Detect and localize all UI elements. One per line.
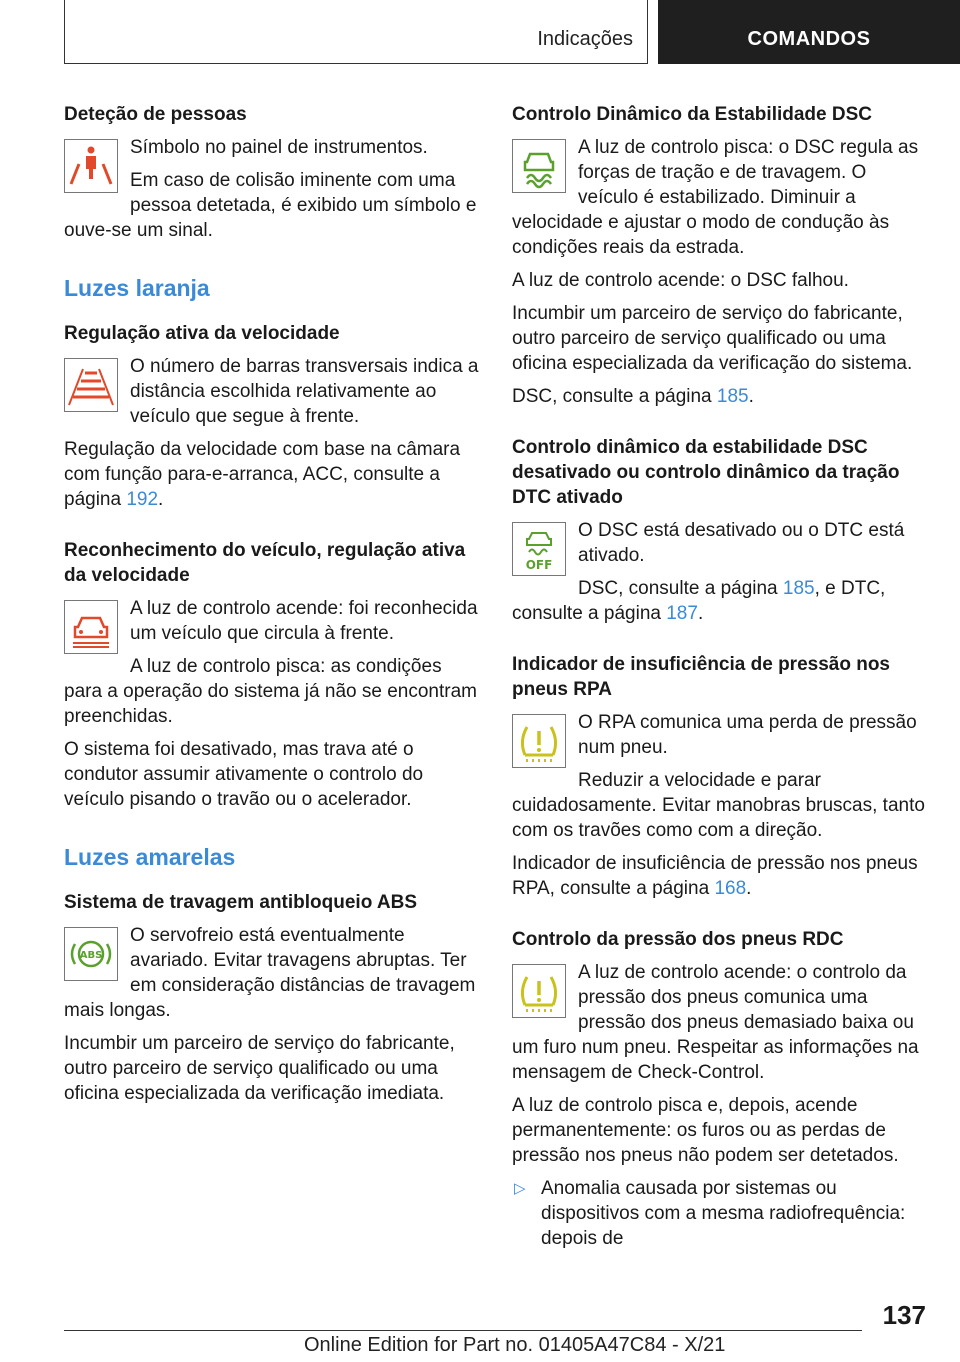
- dsc-stability-icon: [512, 139, 566, 193]
- triangle-bullet-icon: ▷: [514, 1180, 526, 1197]
- distance-bars-icon: [64, 358, 118, 412]
- rec-p2: A luz de controlo pisca: as condições para a operação do sistema já não se encontram preenchidas.: [64, 656, 477, 727]
- rpa-p1: O RPA comunica uma perda de pressão num pneu.: [578, 712, 917, 758]
- page-ref-link[interactable]: 168: [714, 878, 747, 899]
- pessoas-p2: Em caso de colisão iminente com uma pessoa detetada, é exibido um símbolo e ouve-se um sinal.: [64, 170, 477, 241]
- dsc-p2: A luz de controlo acende: o DSC falhou.: [512, 270, 849, 291]
- dtc-p1: O DSC está desativado ou o DTC está ativado.: [578, 520, 905, 566]
- pessoas-p1: Símbolo no painel de instrumentos.: [130, 137, 428, 158]
- rec-p3: O sistema foi desativado, mas trava até o condutor assumir ativamente o controlo do veículo pisando o travão ou o acelerador.: [64, 739, 424, 810]
- rdc-title: Controlo da pressão dos pneus RDC: [512, 929, 844, 950]
- rpa-title: Indicador de insuficiência de pressão nos pneus RPA: [512, 654, 890, 700]
- abs-title: Sistema de travagem antibloqueio ABS: [64, 892, 417, 913]
- tire-pressure-icon: [512, 714, 566, 768]
- svg-text:ABS: ABS: [79, 950, 103, 961]
- header-section-tab: [64, 0, 648, 64]
- rec-p1: A luz de controlo acende: foi reconhecida um veículo que circula à frente.: [130, 598, 478, 644]
- rec-title: Reconhecimento do veículo, regulação ativa da velocidade: [64, 540, 466, 586]
- dtc-title: Controlo dinâmico da estabilidade DSC desativado ou controlo dinâmico da tração DTC ativado: [512, 437, 900, 508]
- abs-p2: Incumbir um parceiro de serviço do fabricante, outro parceiro de serviço qualificado ou uma oficina especializada da verificação imediata.: [64, 1033, 455, 1104]
- rdc-p1: A luz de controlo acende: o controlo da pressão dos pneus comunica uma pressão dos pneus demasiado baixa ou um furo num pneu. Respeitar as informações na mensagem de Check-Control.: [512, 962, 919, 1083]
- page-ref-link[interactable]: 185: [782, 578, 815, 599]
- dsc-off-icon: [512, 522, 566, 576]
- footer-edition: Online Edition for Part no. 01405A47C84 - X/21manualsonline.info: [304, 1334, 893, 1356]
- abs-warning-icon: [64, 927, 118, 981]
- dsc-p1: A luz de controlo pisca: o DSC regula as forças de tração e de travagem. O veículo é estabilizado. Diminuir a velocidade e ajustar o modo de condução às condições reais da estrada.: [512, 137, 919, 258]
- list-item: [512, 1176, 926, 1251]
- page-ref-link[interactable]: 187: [666, 603, 698, 624]
- rdc-p2: A luz de controlo pisca e, depois, acende permanentemente: os furos ou as perdas de pressão nos pneus não podem ser detetados.: [512, 1095, 899, 1166]
- tire-pressure-icon: [512, 964, 566, 1018]
- laranja-heading: Luzes laranja: [64, 275, 210, 301]
- chapter-title: COMANDOS: [747, 28, 871, 50]
- rpa-p2: Reduzir a velocidade e parar cuidadosamente. Evitar manobras bruscas, tanto com os travões como com a direção.: [512, 770, 925, 841]
- dtc-p2: DSC, consulte a página 185, e DTC, consulte a página 187.: [512, 578, 886, 624]
- amarelas-heading: Luzes amarelas: [64, 844, 236, 870]
- rdc-bullet-text: Anomalia causada por sistemas ou dispositivos com a mesma radiofrequência: depois de: [541, 1178, 906, 1249]
- left-column: [64, 102, 482, 1114]
- dsc-p3: Incumbir um parceiro de serviço do fabricante, outro parceiro de serviço qualificado ou uma oficina especializada da verificação do sistema.: [512, 303, 913, 374]
- page-ref-link[interactable]: 185: [716, 386, 749, 407]
- reg-p2: Regulação da velocidade com base na câmara com função para-e-arranca, ACC, consulte a página 192.: [64, 439, 461, 510]
- pedestrian-warning-icon: [64, 139, 118, 193]
- dsc-title: Controlo Dinâmico da Estabilidade DSC: [512, 104, 872, 125]
- header-chapter-tab: [658, 0, 960, 64]
- vehicle-ahead-icon: [64, 600, 118, 654]
- rpa-p3: Indicador de insuficiência de pressão nos pneus RPA, consulte a página 168.: [512, 853, 918, 899]
- svg-text:OFF: OFF: [525, 558, 553, 572]
- pessoas-title: Deteção de pessoas: [64, 104, 247, 125]
- abs-p1: O servofreio está eventualmente avariado. Evitar travagens abruptas. Ter em consideração distâncias de travagem mais longas.: [64, 925, 476, 1021]
- page-number: 137: [882, 1300, 926, 1330]
- reg-p1: O número de barras transversais indica a distância escolhida relativamente ao veículo que segue à frente.: [130, 356, 479, 427]
- footer-divider: [64, 1330, 862, 1331]
- right-column: [512, 102, 926, 1251]
- section-title: Indicações: [537, 28, 633, 50]
- page-ref-link[interactable]: 192: [126, 489, 159, 510]
- reg-title: Regulação ativa da velocidade: [64, 323, 340, 344]
- dsc-p4: DSC, consulte a página 185.: [512, 386, 754, 407]
